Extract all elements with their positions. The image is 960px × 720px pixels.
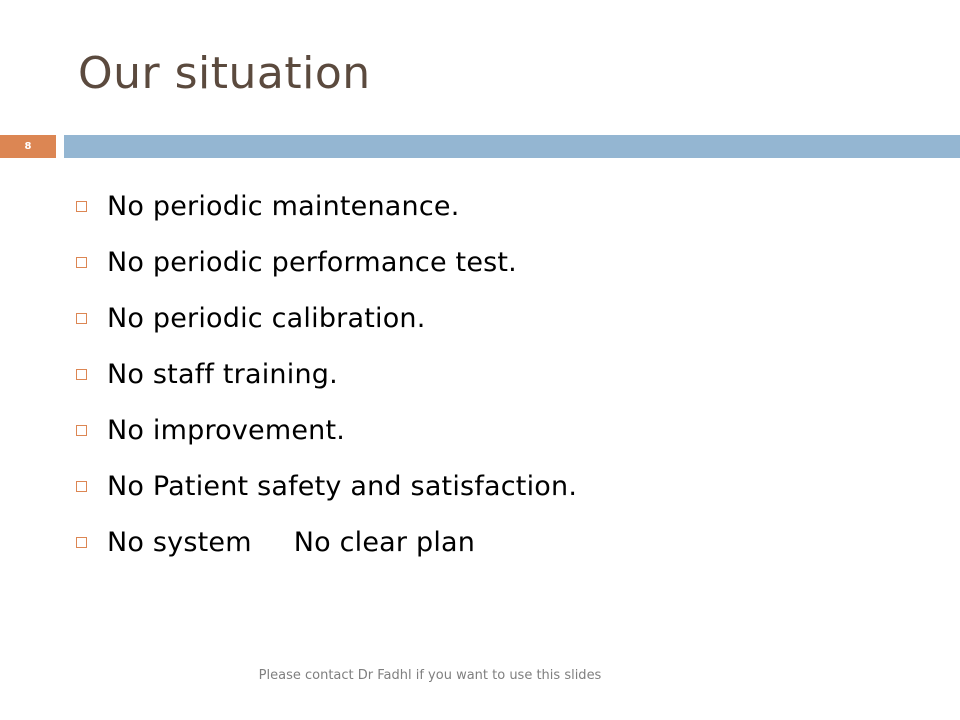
bullet-item — [76, 514, 577, 570]
square-bullet-icon — [76, 537, 87, 548]
square-bullet-icon — [76, 201, 87, 212]
bullet-item — [76, 234, 577, 290]
bullet-text: No periodic calibration. — [107, 302, 426, 334]
slide-number: 8 — [24, 141, 32, 152]
footer-note: Please contact Dr Fadhl if you want to use this slides — [258, 668, 602, 683]
bullet-text: No periodic performance test. — [107, 246, 517, 278]
bullet-text: No staff training. — [107, 358, 338, 390]
bullet-text: No improvement. — [107, 414, 346, 446]
square-bullet-icon — [76, 257, 87, 268]
square-bullet-icon — [76, 481, 87, 492]
square-bullet-icon — [76, 369, 87, 380]
bullet-text: No Patient safety and satisfaction. — [107, 470, 578, 502]
bullet-text-secondary: No clear plan — [293, 526, 476, 558]
bullet-item — [76, 458, 577, 514]
bullet-text: No periodic maintenance. — [107, 190, 460, 222]
bullet-item — [76, 290, 577, 346]
bullet-item — [76, 178, 577, 234]
bullet-item — [76, 346, 577, 402]
bullet-text: No system — [107, 526, 252, 558]
slide-title: Our situation — [78, 48, 371, 99]
square-bullet-icon — [76, 313, 87, 324]
square-bullet-icon — [76, 425, 87, 436]
bullet-item — [76, 402, 577, 458]
bullet-list — [76, 178, 577, 570]
title-rule-bar — [64, 135, 960, 158]
